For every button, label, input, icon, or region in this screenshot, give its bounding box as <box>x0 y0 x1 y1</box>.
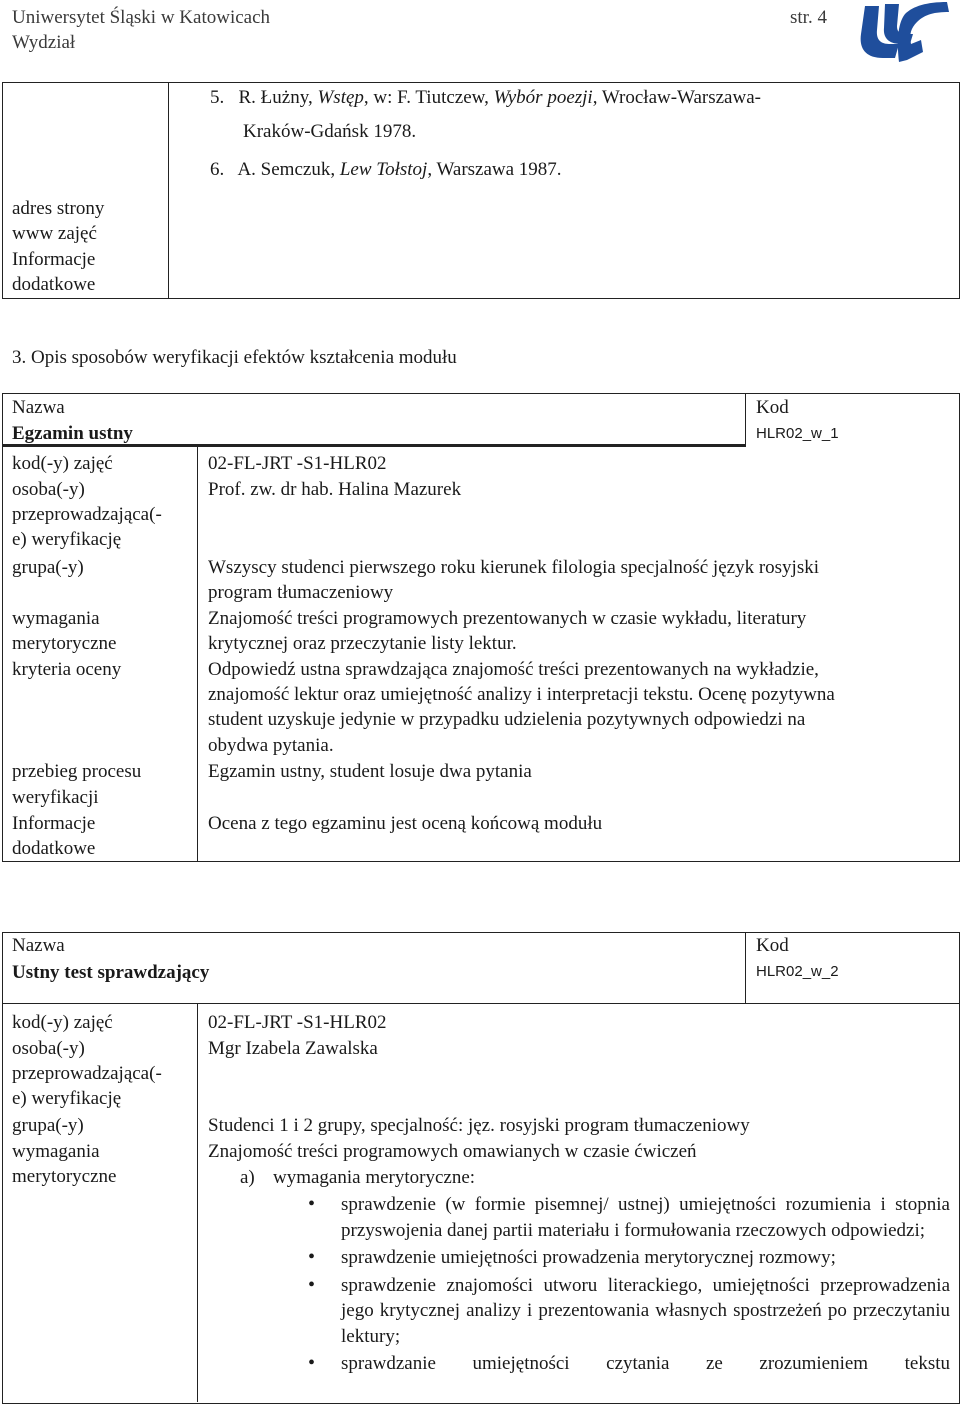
label-address-1: adres strony <box>12 198 105 219</box>
literature-item-5: 5. R. Łużny, Wstęp, w: F. Tiutczew, Wybór poezji, Wrocław-Warszawa- <box>210 87 761 108</box>
university-name: Uniwersytet Śląski w Katowicach <box>12 7 271 28</box>
req-bullet-list <box>208 1192 950 1379</box>
group-line-2: program tłumaczeniowy <box>208 582 394 603</box>
person-label-2-1: osoba(-y) <box>12 1038 85 1059</box>
list-item: • sprawdzanie umiejętności czytania ze zrozumieniem tekstu <box>208 1351 950 1377</box>
page-number: str. 4 <box>790 7 827 28</box>
req-label-2-1: wymagania <box>12 1141 100 1162</box>
course-code-label-2: kod(-y) zajęć <box>12 1012 113 1033</box>
method-2-code-label: Kod <box>756 935 789 956</box>
req-sub-marker: a) <box>240 1167 255 1188</box>
process-label-2: weryfikacji <box>12 787 99 808</box>
group-label-2: grupa(-y) <box>12 1115 84 1136</box>
table-divider <box>168 82 169 299</box>
req-label-1: wymagania <box>12 608 100 629</box>
req-intro: Znajomość treści programowych omawianych w czasie ćwiczeń <box>208 1141 697 1162</box>
method-1-name-label: Nazwa <box>12 397 65 418</box>
person-label-1: osoba(-y) <box>12 479 85 500</box>
label-divider-2 <box>197 1004 198 1402</box>
course-code-2: 02-FL-JRT -S1-HLR02 <box>208 1012 387 1033</box>
criteria-line-4: obydwa pytania. <box>208 735 334 756</box>
university-logo-icon <box>855 0 951 66</box>
info: Ocena z tego egzaminu jest oceną końcową modułu <box>208 813 603 834</box>
method-1-name: Egzamin ustny <box>12 423 133 444</box>
literature-item-6: 6. A. Semczuk, Lew Tołstoj, Warszawa 1987. <box>210 159 562 180</box>
req-label-2-2: merytoryczne <box>12 1166 117 1187</box>
criteria-label: kryteria oceny <box>12 659 122 680</box>
literature-item-5-cont: Kraków-Gdańsk 1978. <box>243 121 417 142</box>
person-label-2-2: przeprowadzająca(- <box>12 1063 162 1084</box>
person-2: Mgr Izabela Zawalska <box>208 1038 378 1059</box>
req-line-1: Znajomość treści programowych prezentowanych w czasie wykładu, literatury <box>208 608 807 629</box>
req-line-2: krytycznej oraz przeczytanie listy lektur. <box>208 633 517 654</box>
method-2-code: HLR02_w_2 <box>756 963 839 980</box>
code-divider <box>745 393 746 445</box>
info-label-2: dodatkowe <box>12 838 96 859</box>
label-address-2: www zajęć <box>12 223 97 244</box>
method-1-code: HLR02_w_1 <box>756 425 839 442</box>
list-item: • sprawdzenie (w formie pisemnej/ ustnej) umiejętności rozumienia i stopnia przyswojenia danej partii materiału i formułowania rzeczowych odpowiedzi; <box>208 1192 950 1243</box>
person-label-2-3: e) weryfikację <box>12 1088 122 1109</box>
criteria-line-3: student uzyskuje jedynie w przypadku udzielenia pozytywnych odpowiedzi na <box>208 709 806 730</box>
req-label-2: merytoryczne <box>12 633 117 654</box>
method-2-name-label: Nazwa <box>12 935 65 956</box>
criteria-line-2: znajomość lektur oraz umiejętność analizy i interpretacji tekstu. Ocenę pozytywna <box>208 684 835 705</box>
group-label: grupa(-y) <box>12 557 84 578</box>
label-info-1: Informacje <box>12 249 96 270</box>
group-2: Studenci 1 i 2 grupy, specjalność: jęz. rosyjski program tłumaczeniowy <box>208 1115 750 1136</box>
course-code-label: kod(-y) zajęć <box>12 453 113 474</box>
method-2-name: Ustny test sprawdzający <box>12 962 210 983</box>
list-item: • sprawdzenie znajomości utworu literackiego, umiejętności przeprowadzenia jego krytycznej analizy i prezentowania własnych spostrzeżeń po przeczytaniu lektury; <box>208 1273 950 1350</box>
label-divider <box>197 446 198 862</box>
list-item: • sprawdzenie umiejętności prowadzenia merytorycznej rozmowy; <box>208 1245 950 1271</box>
code-divider-2 <box>745 932 746 1004</box>
info-label-1: Informacje <box>12 813 96 834</box>
req-sub: wymagania merytoryczne: <box>273 1167 476 1188</box>
header-rule-2 <box>2 1003 960 1004</box>
person-label-3: e) weryfikację <box>12 529 122 550</box>
process: Egzamin ustny, student losuje dwa pytania <box>208 761 532 782</box>
method-1-code-label: Kod <box>756 397 789 418</box>
section-title: 3. Opis sposobów weryfikacji efektów kształcenia modułu <box>12 347 457 368</box>
faculty-name: Wydział <box>12 32 76 53</box>
label-info-2: dodatkowe <box>12 274 96 295</box>
course-code: 02-FL-JRT -S1-HLR02 <box>208 453 387 474</box>
group-line-1: Wszyscy studenci pierwszego roku kierunek filologia specjalność język rosyjski <box>208 557 819 578</box>
literature-table <box>2 82 960 299</box>
criteria-line-1: Odpowiedź ustna sprawdzająca znajomość treści prezentowanych na wykładzie, <box>208 659 819 680</box>
person-label-2: przeprowadzająca(- <box>12 504 162 525</box>
person: Prof. zw. dr hab. Halina Mazurek <box>208 479 462 500</box>
process-label-1: przebieg procesu <box>12 761 142 782</box>
